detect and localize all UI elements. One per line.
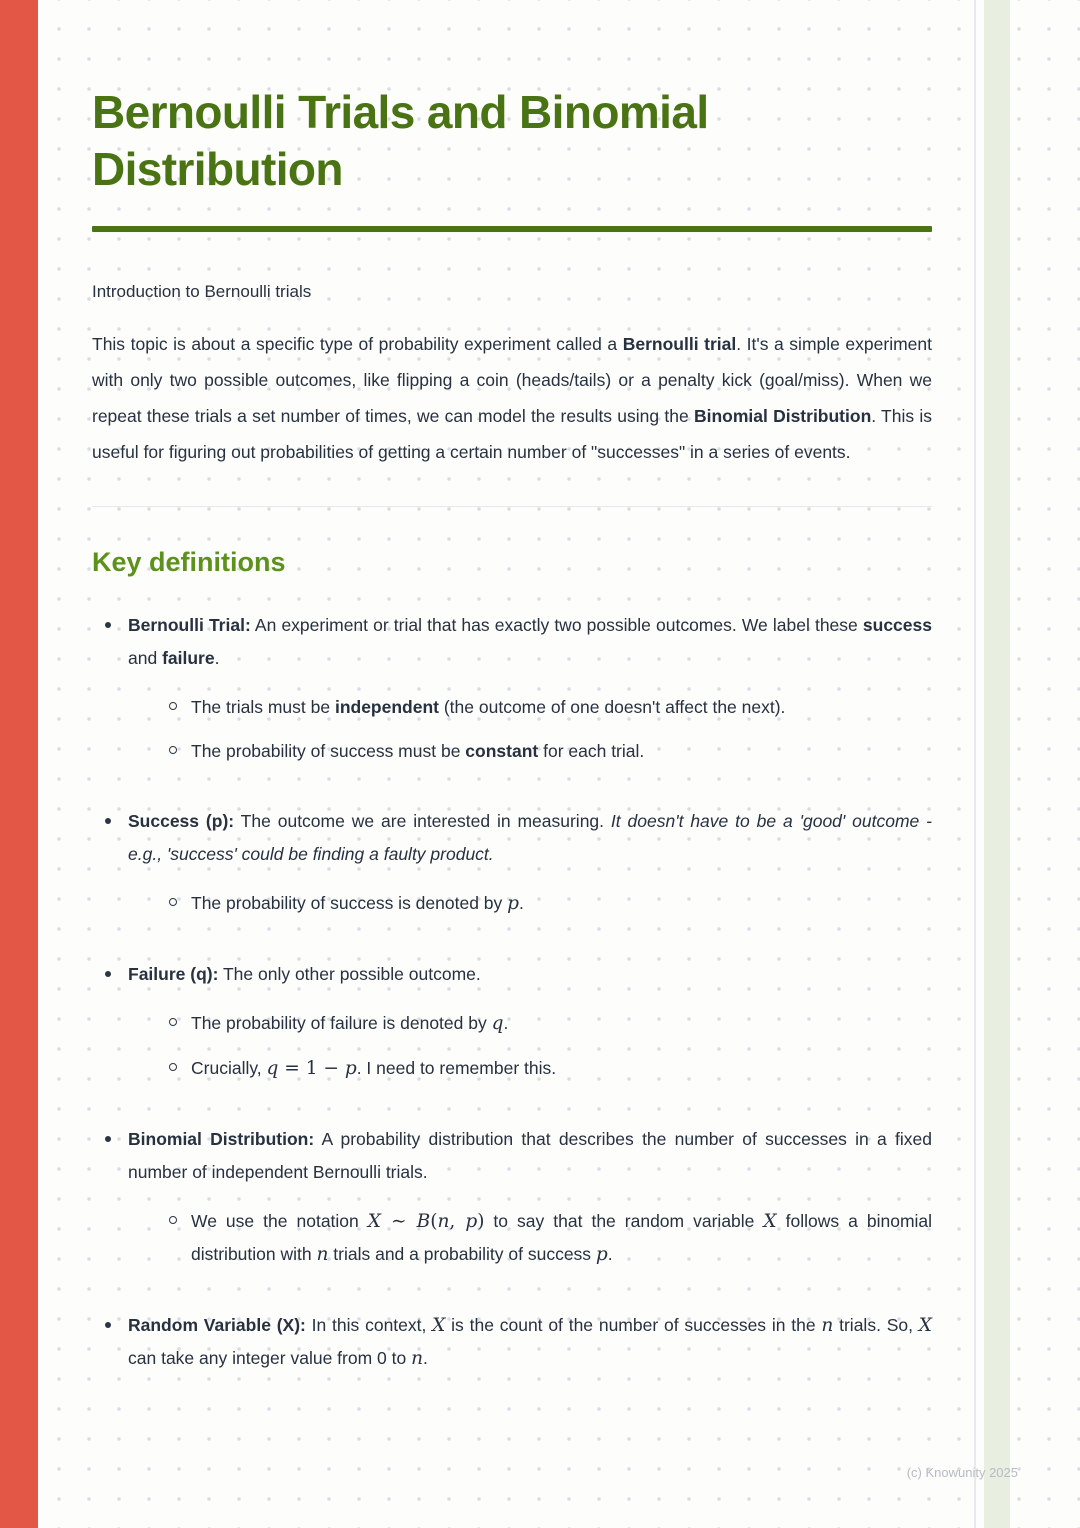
bullet-icon xyxy=(105,1136,111,1142)
page-title: Bernoulli Trials and Binomial Distribution xyxy=(92,86,709,195)
sub-list-item xyxy=(128,735,932,767)
list-item-body xyxy=(128,1123,932,1283)
sub-list-item xyxy=(128,1052,932,1085)
sub-item-text: The trials must be independent (the outcome of one doesn't affect the next). xyxy=(191,697,786,717)
title-underline-rule xyxy=(92,226,932,232)
definition-text: Success (p): The outcome we are interested in measuring. It doesn't have to be a 'good' outcome - e.g., 'success' could be finding a faulty product. xyxy=(128,811,932,864)
circle-bullet-icon xyxy=(169,1216,177,1224)
section-heading-key-definitions: Key definitions xyxy=(92,547,286,577)
list-item-body xyxy=(128,609,932,779)
circle-bullet-icon xyxy=(169,1063,177,1071)
sub-list xyxy=(128,1205,932,1271)
intro-paragraph: This topic is about a specific type of probability experiment called a Bernoulli trial. It's a simple experiment with only two possible outcomes, like flipping a coin (heads/tails) or a penalty kick (goal/miss). When we repeat these trials a set number of times, we can model the results using the Binomial Distribution. This is useful for figuring out probabilities of getting a certain number of "successes" in a series of events. xyxy=(92,334,933,462)
list-item xyxy=(92,609,932,779)
intro-lead: Introduction to Bernoulli trials xyxy=(92,282,312,301)
definition-text: Random Variable (X): In this context, X is the count of the number of successes in the n trials. So, X can take any integer value from 0 to n. xyxy=(128,1315,932,1369)
section-divider xyxy=(92,506,932,507)
bullet-icon xyxy=(105,622,111,628)
definitions-list xyxy=(92,609,932,1375)
sub-list-item xyxy=(128,1205,932,1271)
sub-item-text: The probability of success is denoted by p. xyxy=(191,893,524,914)
definition-text: Binomial Distribution: A probability distribution that describes the number of successes in a fixed number of independent Bernoulli trials. xyxy=(128,1129,932,1182)
sub-item-text: We use the notation X ∼ B(n, p) to say that the random variable X follows a binomial distribution with n trials and a probability of success p. xyxy=(191,1211,933,1265)
page-content xyxy=(92,84,932,1401)
list-item xyxy=(92,1123,932,1283)
definition-text: Failure (q): The only other possible outcome. xyxy=(128,964,481,984)
list-item xyxy=(92,1309,932,1375)
bullet-icon xyxy=(105,818,111,824)
sub-item-text: The probability of failure is denoted by q. xyxy=(191,1013,509,1034)
sub-list xyxy=(128,691,932,767)
circle-bullet-icon xyxy=(169,746,177,754)
right-divider-line xyxy=(974,0,976,1528)
sub-item-text: The probability of success must be constant for each trial. xyxy=(191,741,645,761)
sub-list-item xyxy=(128,691,932,723)
circle-bullet-icon xyxy=(169,898,177,906)
sub-item-text: Crucially, q = 1 − p. I need to remember this. xyxy=(191,1058,557,1079)
list-item-body xyxy=(128,805,932,932)
bullet-icon xyxy=(105,1322,111,1328)
list-item-body xyxy=(128,1309,932,1375)
circle-bullet-icon xyxy=(169,1018,177,1026)
bullet-icon xyxy=(105,971,111,977)
circle-bullet-icon xyxy=(169,702,177,710)
watermark: (c) Knowunity 2025 xyxy=(906,1465,1018,1480)
left-edge-strip xyxy=(0,0,38,1528)
sub-list-item xyxy=(128,887,932,920)
list-item xyxy=(92,805,932,932)
right-green-strip xyxy=(984,0,1010,1528)
sub-list xyxy=(128,887,932,920)
list-item xyxy=(92,958,932,1097)
definition-text: Bernoulli Trial: An experiment or trial that has exactly two possible outcomes. We label these success and failure. xyxy=(128,615,932,668)
list-item-body xyxy=(128,958,932,1097)
sub-list xyxy=(128,1007,932,1085)
sub-list-item xyxy=(128,1007,932,1040)
